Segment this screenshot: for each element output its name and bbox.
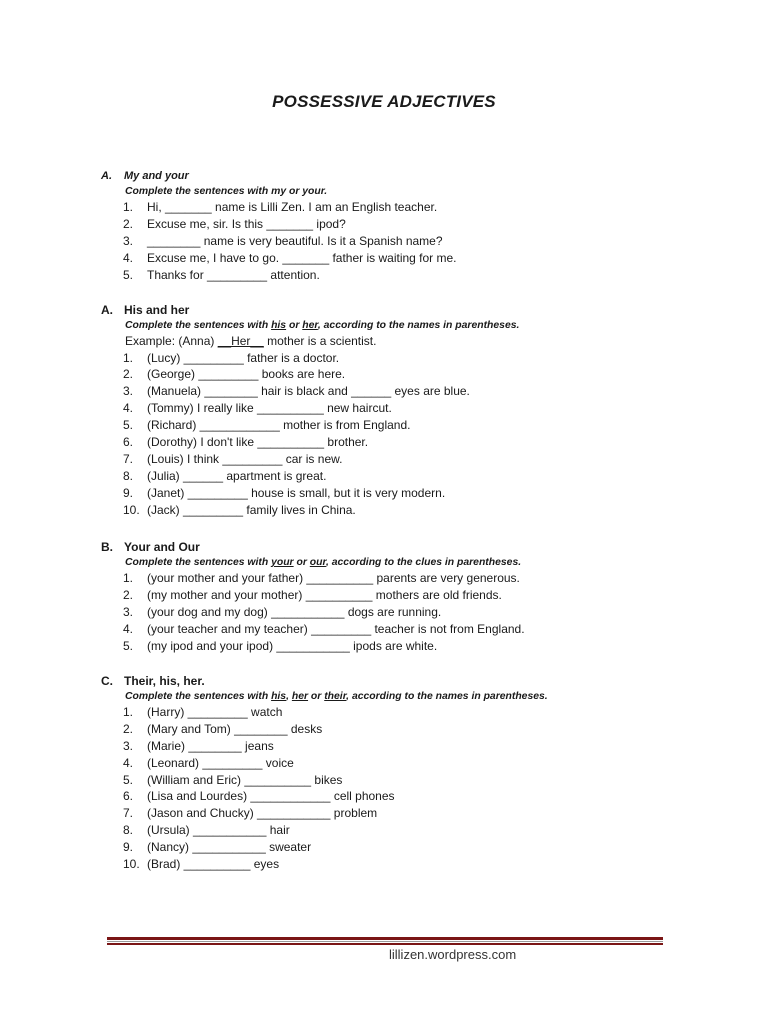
example-suffix: mother is a scientist. <box>263 334 377 348</box>
section-title: My and your <box>124 170 189 182</box>
instruction-keyword: your <box>271 557 294 568</box>
section-heading <box>101 169 721 184</box>
section-instruction <box>125 689 721 704</box>
section-title: Their, his, her. <box>124 674 205 688</box>
item-text: (your dog and my dog) ___________ dogs are running. <box>147 604 442 619</box>
item-number: 10. <box>123 502 140 517</box>
item-number: 9. <box>123 485 134 500</box>
instruction-keyword: his <box>271 320 287 331</box>
exercise-item <box>101 468 721 485</box>
exercise-list <box>101 570 721 654</box>
exercise-item <box>101 839 721 856</box>
instruction-text: , <box>286 691 292 702</box>
section-letter: A. <box>101 303 113 317</box>
exercise-item <box>101 772 721 789</box>
exercise-item <box>101 721 721 738</box>
section-instruction <box>125 184 721 199</box>
item-number: 3. <box>123 604 134 619</box>
example-sentence <box>125 333 721 350</box>
item-number: 10. <box>123 857 140 872</box>
item-number: 1. <box>123 350 134 365</box>
item-number: 2. <box>123 587 134 602</box>
item-number: 5. <box>123 772 134 787</box>
exercise-item <box>101 856 721 873</box>
instruction-text: Complete the sentences with my or your. <box>125 186 328 197</box>
instruction-keyword: his <box>271 691 287 702</box>
item-number: 6. <box>123 789 134 804</box>
exercise-item <box>101 805 721 822</box>
exercise-item <box>101 788 721 805</box>
section-instruction <box>125 318 721 333</box>
exercise-item <box>101 350 721 367</box>
exercise-item <box>101 400 721 417</box>
section-letter: A. <box>101 170 112 182</box>
exercise-item <box>101 417 721 434</box>
instruction-text: or <box>308 691 325 702</box>
item-text: (Ursula) ___________ hair <box>147 823 290 838</box>
item-number: 5. <box>123 267 134 282</box>
exercise-item <box>101 434 721 451</box>
item-text: Excuse me, I have to go. _______ father is waiting for me. <box>147 250 457 265</box>
section-heading <box>101 674 721 689</box>
exercise-list <box>101 199 721 283</box>
example-answer: __Her__ <box>217 334 264 348</box>
item-number: 4. <box>123 250 134 265</box>
item-number: 5. <box>123 638 134 653</box>
exercise-item <box>101 704 721 721</box>
item-text: (Marie) ________ jeans <box>147 738 274 753</box>
exercise-item <box>101 570 721 587</box>
item-number: 3. <box>123 233 134 248</box>
item-text: (my mother and your mother) __________ mothers are old friends. <box>147 587 502 602</box>
exercise-item <box>101 366 721 383</box>
item-text: (Lisa and Lourdes) ____________ cell phones <box>147 789 395 804</box>
exercise-item <box>101 451 721 468</box>
item-number: 7. <box>123 451 134 466</box>
instruction-text: or <box>293 557 310 568</box>
item-text: (George) _________ books are here. <box>147 367 346 382</box>
item-text: (Jack) _________ family lives in China. <box>147 502 356 517</box>
instruction-text: Complete the sentences with <box>125 557 272 568</box>
item-text: ________ name is very beautiful. Is it a Spanish name? <box>147 233 443 248</box>
section-my-your <box>101 169 721 283</box>
section-title: His and her <box>124 303 190 317</box>
item-text: (Julia) ______ apartment is great. <box>147 468 327 483</box>
footer-divider <box>107 937 663 945</box>
item-text: (Mary and Tom) ________ desks <box>147 721 323 736</box>
section-heading <box>101 303 721 318</box>
section-letter: B. <box>101 540 113 554</box>
item-number: 1. <box>123 571 134 585</box>
instruction-keyword: her <box>302 320 318 331</box>
exercise-item <box>101 755 721 772</box>
exercise-item <box>101 199 721 216</box>
item-number: 9. <box>123 840 134 855</box>
instruction-text: Complete the sentences with <box>125 320 272 331</box>
item-number: 8. <box>123 468 134 483</box>
instruction-text: or <box>286 320 303 331</box>
item-number: 4. <box>123 401 134 416</box>
item-text: (your teacher and my teacher) _________ teacher is not from England. <box>147 621 525 636</box>
exercise-item <box>101 638 721 655</box>
instruction-text: , according to the names in parentheses. <box>317 320 520 331</box>
footer-website: lillizen.wordpress.com <box>389 947 517 962</box>
page-title: POSSESSIVE ADJECTIVES <box>272 92 496 111</box>
item-text: (Dorothy) I don't like __________ brother. <box>147 434 369 449</box>
item-number: 2. <box>123 216 134 231</box>
instruction-text: , according to the clues in parentheses. <box>325 557 522 568</box>
item-text: (Nancy) ___________ sweater <box>147 840 312 855</box>
exercise-item <box>101 738 721 755</box>
section-title: Your and Our <box>124 540 200 554</box>
item-text: (Louis) I think _________ car is new. <box>147 451 343 466</box>
item-number: 4. <box>123 621 134 636</box>
exercise-item <box>101 502 721 519</box>
instruction-text: , according to the names in parentheses. <box>346 691 548 702</box>
item-number: 8. <box>123 823 134 838</box>
item-text: (Tommy) I really like __________ new haircut. <box>147 401 392 416</box>
exercise-item <box>101 822 721 839</box>
instruction-keyword: her <box>291 691 309 702</box>
exercise-item <box>101 216 721 233</box>
exercise-item <box>101 233 721 250</box>
item-number: 4. <box>123 755 134 770</box>
item-text: (Brad) __________ eyes <box>147 857 280 872</box>
exercise-item <box>101 621 721 638</box>
section-instruction <box>125 555 721 570</box>
item-text: Hi, _______ name is Lilli Zen. I am an English teacher. <box>147 200 438 214</box>
item-text: (Manuela) ________ hair is black and ______ eyes are blue. <box>147 384 470 399</box>
item-text: (Harry) _________ watch <box>147 705 283 719</box>
item-text: (William and Eric) __________ bikes <box>147 772 343 787</box>
exercise-item <box>101 383 721 400</box>
item-number: 7. <box>123 806 134 821</box>
item-number: 3. <box>123 738 134 753</box>
section-your-our <box>101 540 721 654</box>
item-number: 6. <box>123 434 134 449</box>
example-prefix: Example: (Anna) <box>125 334 218 348</box>
item-number: 2. <box>123 367 134 382</box>
exercise-item <box>101 485 721 502</box>
exercise-list <box>101 704 721 873</box>
section-their-his-her <box>101 674 721 873</box>
exercise-list <box>101 350 721 519</box>
item-text: (Richard) ____________ mother is from England. <box>147 418 411 433</box>
item-text: (Leonard) _________ voice <box>147 755 294 770</box>
item-text: (Lucy) _________ father is a doctor. <box>147 350 340 365</box>
item-number: 3. <box>123 384 134 399</box>
item-text: (your mother and your father) __________ parents are very generous. <box>147 571 520 585</box>
item-text: Excuse me, sir. Is this _______ ipod? <box>147 216 346 231</box>
exercise-item <box>101 604 721 621</box>
item-text: (my ipod and your ipod) ___________ ipods are white. <box>147 638 438 653</box>
item-text: (Janet) _________ house is small, but it is very modern. <box>147 485 446 500</box>
instruction-text: Complete the sentences with <box>125 691 272 702</box>
item-number: 2. <box>123 721 134 736</box>
section-heading <box>101 540 721 555</box>
item-number: 5. <box>123 418 134 433</box>
exercise-item <box>101 267 721 284</box>
item-text: (Jason and Chucky) ___________ problem <box>147 806 378 821</box>
item-number: 1. <box>123 200 134 214</box>
item-text: Thanks for _________ attention. <box>147 267 320 282</box>
instruction-keyword: their <box>324 691 347 702</box>
section-his-her <box>101 303 721 518</box>
instruction-keyword: our <box>309 557 326 568</box>
exercise-item <box>101 250 721 267</box>
section-letter: C. <box>101 674 113 688</box>
exercise-item <box>101 587 721 604</box>
item-number: 1. <box>123 705 134 719</box>
